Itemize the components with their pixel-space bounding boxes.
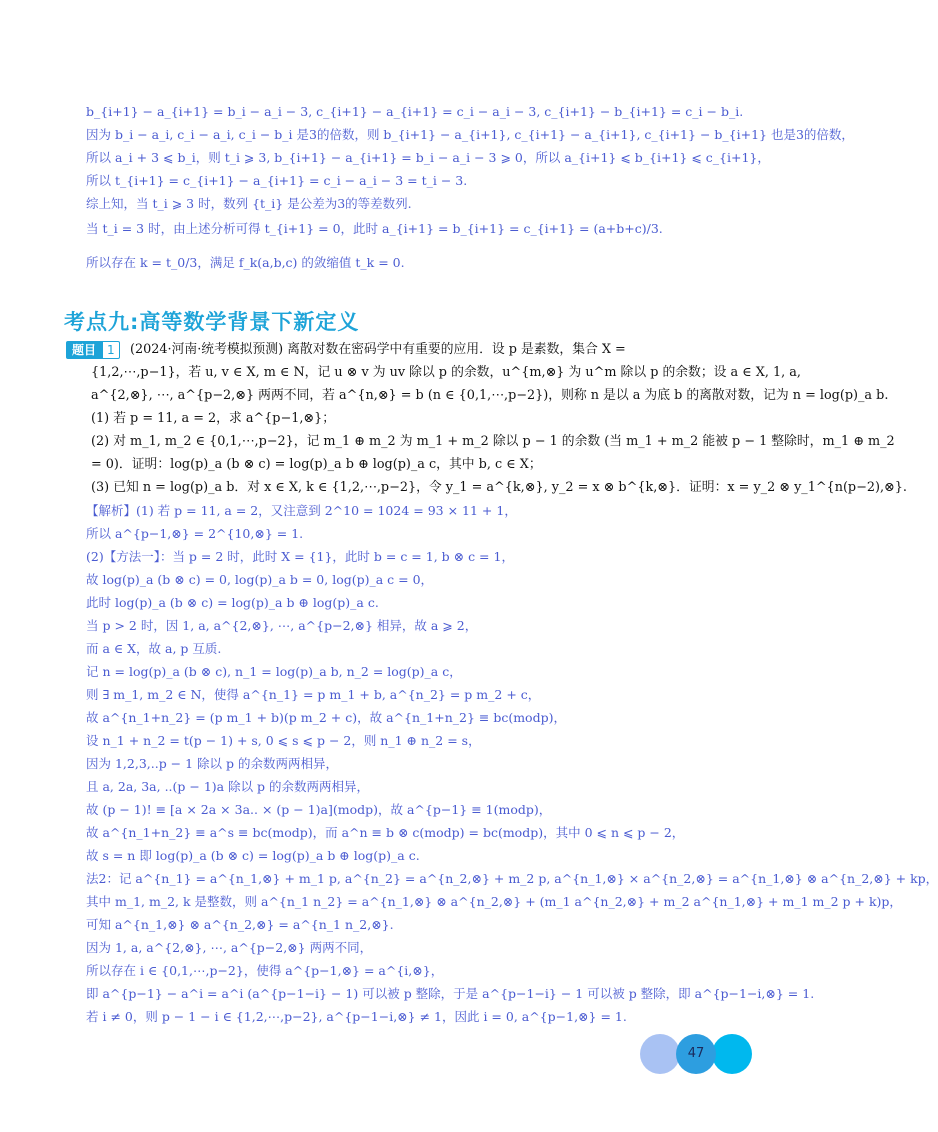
problem-line: (2) 对 m_1, m_2 ∈ {0,1,⋯,p−2}，记 m_1 ⊕ m_2 为 m_1 + m_2 除以 p − 1 的余数 (当 m_1 + m_2 能被 p − 1 整除时，m_1 ⊕ m_2 xyxy=(91,434,895,449)
solution-line: 当 t_i = 3 时，由上述分析可得 t_{i+1} = 0，此时 a_{i+1} = b_{i+1} = c_{i+1} = (a+b+c)/3. xyxy=(86,221,663,236)
analysis-line: 若 i ≠ 0，则 p − 1 − i ∈ {1,2,⋯,p−2}, a^{p−1−i,⊗} ≠ 1，因此 i = 0, a^{p−1,⊗} = 1. xyxy=(86,1009,627,1024)
problem-line: = 0)．证明：log(p)_a (b ⊗ c) = log(p)_a b ⊕ log(p)_a c，其中 b, c ∈ X； xyxy=(91,457,542,472)
analysis-line: 所以存在 i ∈ {0,1,⋯,p−2}，使得 a^{p−1,⊗} = a^{i,⊗}， xyxy=(86,963,444,978)
analysis-line: 因为 1, a, a^{2,⊗}, ⋯, a^{p−2,⊗} 两两不同， xyxy=(86,940,373,955)
analysis-line: 故 (p − 1)! ≡ [a × 2a × 3a.. × (p − 1)a](modp)，故 a^{p−1} ≡ 1(modp)， xyxy=(86,802,552,817)
solution-line: 所以存在 k = t_0/3，满足 f_k(a,b,c) 的敛缩值 t_k = 0. xyxy=(86,255,405,270)
section-title: 考点九:高等数学背景下新定义 xyxy=(64,310,360,334)
analysis-line: 故 s = n 即 log(p)_a (b ⊗ c) = log(p)_a b ⊕ log(p)_a c. xyxy=(86,848,420,863)
analysis-line: 即 a^{p−1} − a^i = a^i (a^{p−1−i} − 1) 可以被 p 整除，于是 a^{p−1−i} − 1 可以被 p 整除，即 a^{p−1−i,⊗} = 1. xyxy=(86,986,815,1001)
analysis-line: 故 log(p)_a (b ⊗ c) = 0, log(p)_a b = 0, log(p)_a c = 0， xyxy=(86,572,434,587)
problem-badge-number: 1 xyxy=(102,341,120,359)
analysis-line: 设 n_1 + n_2 = t(p − 1) + s, 0 ⩽ s ⩽ p − 2，则 n_1 ⊕ n_2 = s， xyxy=(86,733,481,748)
analysis-line: 此时 log(p)_a (b ⊗ c) = log(p)_a b ⊕ log(p)_a c. xyxy=(86,595,379,610)
solution-line: 所以 t_{i+1} = c_{i+1} − a_{i+1} = c_i − a_i − 3 = t_i − 3. xyxy=(86,173,468,188)
analysis-line: 所以 a^{p−1,⊗} = 2^{10,⊗} = 1. xyxy=(86,526,304,541)
analysis-line: 当 p > 2 时，因 1, a, a^{2,⊗}, ⋯, a^{p−2,⊗} 相异，故 a ⩾ 2， xyxy=(86,618,478,633)
problem-badge-label: 题目 xyxy=(66,341,102,359)
problem-badge xyxy=(66,341,120,359)
analysis-line: 可知 a^{n_1,⊗} ⊗ a^{n_2,⊗} = a^{n_1 n_2,⊗}. xyxy=(86,917,394,932)
analysis-line: 【解析】(1) 若 p = 11, a = 2，又注意到 2^10 = 1024 = 93 × 11 + 1， xyxy=(86,503,517,518)
solution-line: 因为 b_i − a_i, c_i − a_i, c_i − b_i 是3的倍数，则 b_{i+1} − a_{i+1}, c_{i+1} − a_{i+1}, c_{i+1} − b_{i+1} 也是3的倍数， xyxy=(86,127,854,142)
problem-line: (1) 若 p = 11, a = 2，求 a^{p−1,⊗}； xyxy=(91,411,336,426)
analysis-line: 故 a^{n_1+n_2} = (p m_1 + b)(p m_2 + c)，故 a^{n_1+n_2} ≡ bc(modp)， xyxy=(86,710,566,725)
problem-line: (3) 已知 n = log(p)_a b．对 x ∈ X, k ∈ {1,2,⋯,p−2}，令 y_1 = a^{k,⊗}, y_2 = x ⊗ b^{k,⊗}．证明：x = y_2 ⊗ y_1^{n(p−2),⊗}. xyxy=(91,480,907,495)
problem-line: {1,2,⋯,p−1}，若 u, v ∈ X, m ∈ N，记 u ⊗ v 为 uv 除以 p 的余数，u^{m,⊗} 为 u^m 除以 p 的余数；设 a ∈ X, 1, a, xyxy=(91,365,801,380)
page-number: 47 xyxy=(687,1046,705,1061)
analysis-line: 而 a ∈ X，故 a, p 互质. xyxy=(86,641,222,656)
problem-line: a^{2,⊗}, ⋯, a^{p−2,⊗} 两两不同，若 a^{n,⊗} = b (n ∈ {0,1,⋯,p−2})，则称 n 是以 a 为底 b 的离散对数，记为 n = log(p)_a b. xyxy=(91,388,889,403)
solution-line: 综上知，当 t_i ⩾ 3 时，数列 {t_i} 是公差为3的等差数列. xyxy=(86,196,412,211)
problem-line: (2024·河南·统考模拟预测) 离散对数在密码学中有重要的应用．设 p 是素数，集合 X = xyxy=(130,342,626,357)
analysis-line: 记 n = log(p)_a (b ⊗ c), n_1 = log(p)_a b, n_2 = log(p)_a c， xyxy=(86,664,462,679)
analysis-line: 法2：记 a^{n_1} = a^{n_1,⊗} + m_1 p, a^{n_2} = a^{n_2,⊗} + m_2 p, a^{n_1,⊗} × a^{n_2,⊗} = a^{n_1,⊗} ⊗ a^{n_2,⊗} + kp， xyxy=(86,871,938,886)
analysis-line: 则 ∃ m_1, m_2 ∈ N，使得 a^{n_1} = p m_1 + b, a^{n_2} = p m_2 + c， xyxy=(86,687,541,702)
analysis-line: 且 a, 2a, 3a, ..(p − 1)a 除以 p 的余数两两相异， xyxy=(86,779,370,794)
solution-line: b_{i+1} − a_{i+1} = b_i − a_i − 3, c_{i+1} − a_{i+1} = c_i − a_i − 3, c_{i+1} − b_{i+1} = c_i − b_i. xyxy=(86,104,744,119)
page-circle-bright xyxy=(712,1034,752,1074)
analysis-line: (2)【方法一】：当 p = 2 时，此时 X = {1}，此时 b = c = 1, b ⊗ c = 1， xyxy=(86,549,514,564)
page-circle-light xyxy=(640,1034,680,1074)
analysis-line: 其中 m_1, m_2, k 是整数，则 a^{n_1 n_2} = a^{n_1,⊗} ⊗ a^{n_2,⊗} + (m_1 a^{n_2,⊗} + m_2 a^{n_1,⊗} + m_1 m_2 p + k)p， xyxy=(86,894,902,909)
solution-line: 所以 a_i + 3 ⩽ b_i，则 t_i ⩾ 3, b_{i+1} − a_{i+1} = b_i − a_i − 3 ⩾ 0，所以 a_{i+1} ⩽ b_{i+1} ⩽ c_{i+1}， xyxy=(86,150,770,165)
analysis-line: 故 a^{n_1+n_2} ≡ a^s ≡ bc(modp)，而 a^n ≡ b ⊗ c(modp) = bc(modp)，其中 0 ⩽ n ⩽ p − 2， xyxy=(86,825,685,840)
analysis-line: 因为 1,2,3,..p − 1 除以 p 的余数两两相异， xyxy=(86,756,338,771)
